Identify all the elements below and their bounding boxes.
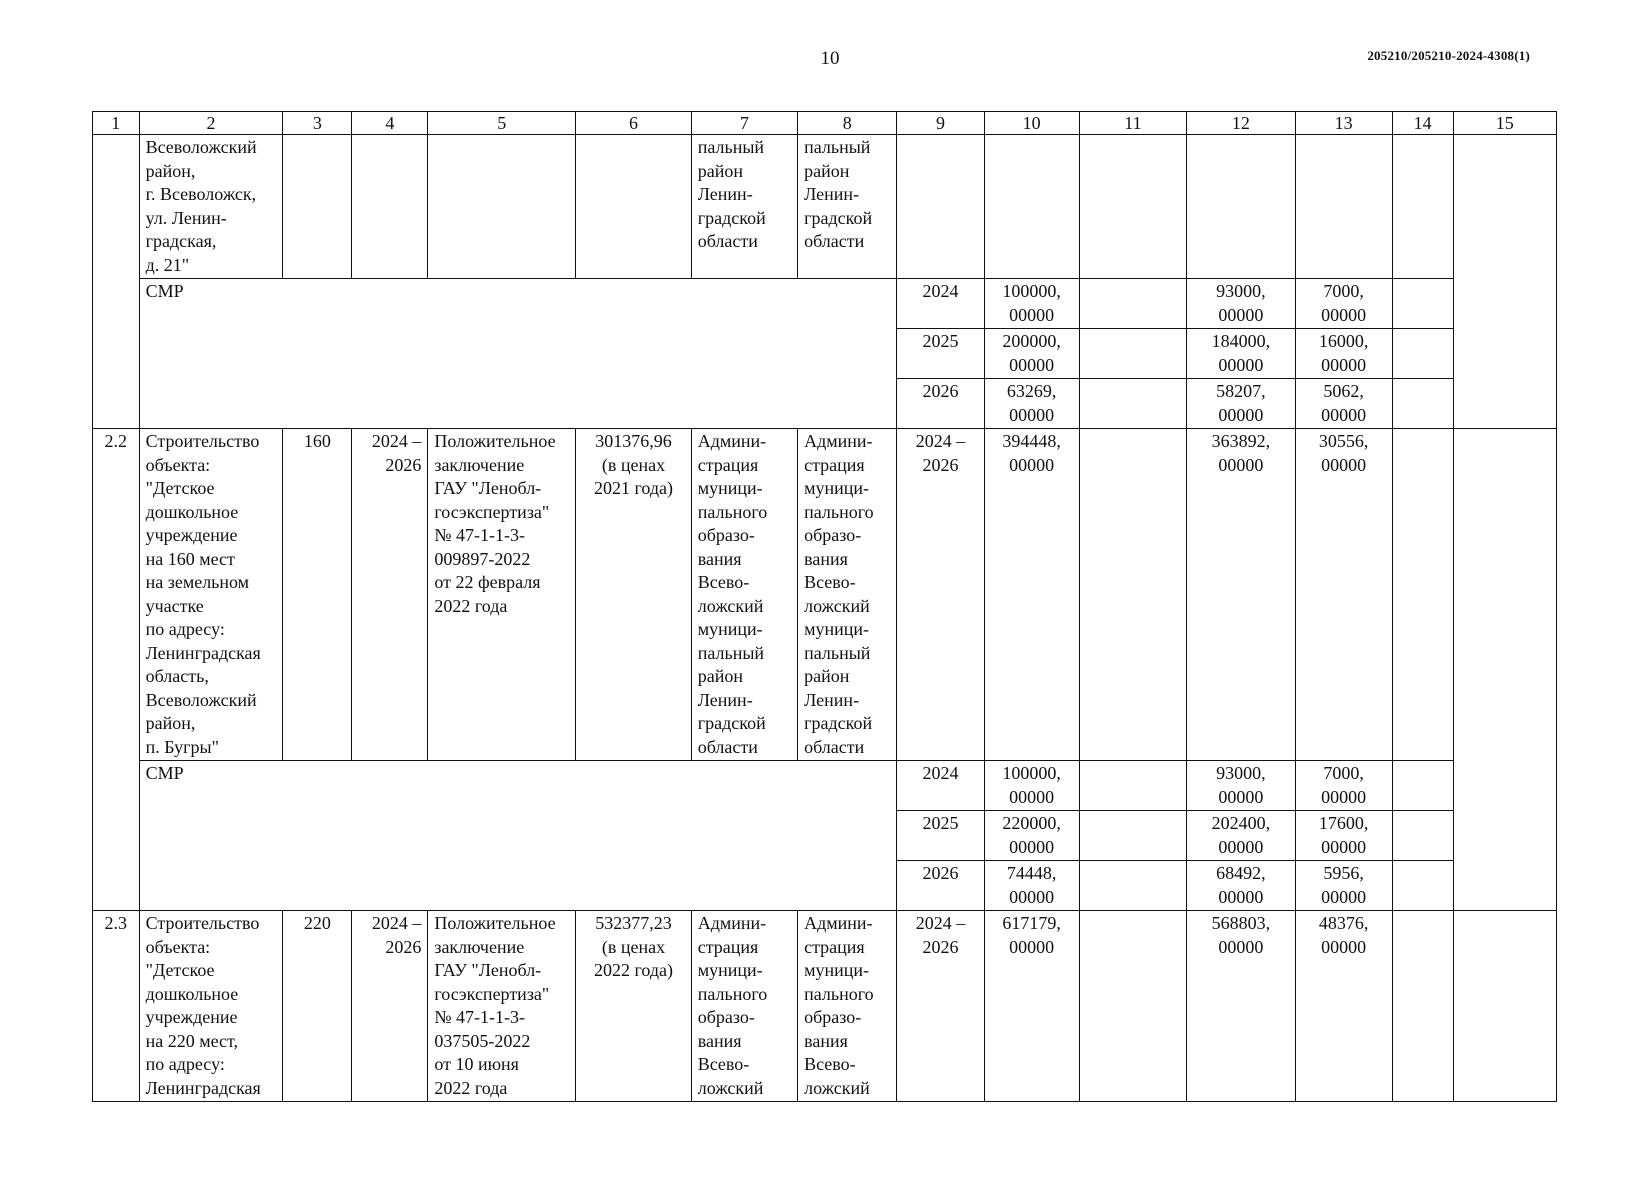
column-header: 3 — [283, 112, 352, 135]
object-name-cell — [139, 911, 283, 1102]
cell-text-line: 58207, — [1216, 381, 1266, 401]
cell-text-line: Ленин- — [697, 689, 753, 710]
expertise-cell — [428, 911, 576, 1102]
cell-text-line: (в ценах — [601, 454, 666, 475]
local-value — [1295, 911, 1392, 1102]
cell-text-line: Строительство — [145, 913, 260, 933]
column-header: 14 — [1392, 112, 1453, 135]
federal-cell — [1079, 429, 1186, 761]
cell-text-line: 568803, — [1211, 913, 1271, 933]
cell-text-line: пального — [804, 983, 874, 1004]
object-name-cell — [139, 135, 283, 279]
cost-cell — [576, 911, 691, 1102]
cell-text-line: муници- — [697, 478, 763, 498]
cell-text-line: 48376, — [1318, 913, 1369, 933]
total-value — [984, 861, 1079, 911]
cell-text-line: вания — [804, 548, 848, 569]
cell-text-line: 00000 — [1218, 836, 1264, 857]
cell-text-line: 00000 — [1009, 886, 1055, 907]
cell-text-line: Ленинградская — [145, 642, 261, 663]
table-row — [93, 911, 1557, 1102]
year-cell: 2026 — [897, 379, 984, 429]
column-header: 12 — [1187, 112, 1295, 135]
cell-text-line: 100000, — [1002, 281, 1061, 301]
cell-text-line: д. 21" — [145, 254, 190, 275]
empty-cell — [1392, 861, 1453, 911]
local-value — [1295, 811, 1392, 861]
cell-text-line: 00000 — [1009, 454, 1055, 475]
cell-text-line: 2026 — [385, 936, 422, 957]
capacity-cell: 160 — [283, 429, 352, 761]
cell-text-line: 184000, — [1211, 331, 1271, 351]
smr-label: СМР — [139, 761, 897, 911]
cell-text-line: 00000 — [1009, 304, 1055, 325]
cell-text-line: район — [697, 160, 743, 181]
cell-text-line: образо- — [804, 1007, 862, 1027]
empty-cell — [1079, 279, 1186, 329]
cell-text-line: 5956, — [1323, 863, 1364, 883]
recipient-cell — [798, 429, 897, 761]
capacity-cell — [283, 135, 352, 279]
regional-value — [1187, 911, 1295, 1102]
cell-text-line: 00000 — [1321, 304, 1367, 325]
other-cell — [1392, 135, 1453, 279]
cell-text-line: Ленин- — [697, 184, 753, 204]
cell-text-line: пальный — [804, 642, 871, 663]
cell-text-line: Админи- — [804, 913, 873, 933]
cell-text-line: 00000 — [1009, 354, 1055, 375]
column-header: 4 — [352, 112, 428, 135]
local-value — [1295, 429, 1392, 761]
recipient-cell — [798, 911, 897, 1102]
cell-text-line: 00000 — [1321, 404, 1367, 425]
cell-text-line: муници- — [804, 619, 870, 639]
column-header: 9 — [897, 112, 984, 135]
year-cell: 2025 — [897, 329, 984, 379]
cell-text-line: 63269, — [1006, 381, 1057, 401]
cell-text-line: 30556, — [1318, 431, 1369, 451]
cell-text-line: образо- — [804, 525, 862, 545]
item-number-cell: 2.2 — [93, 429, 140, 911]
cell-text-line: 200000, — [1002, 331, 1061, 351]
cell-text-line: Положительное — [434, 913, 556, 933]
empty-cell — [1392, 329, 1453, 379]
cell-text-line: район — [804, 666, 850, 686]
cell-text-line: заключение — [434, 936, 525, 957]
table-row — [93, 429, 1557, 761]
cell-text-line: 16000, — [1318, 331, 1369, 351]
cell-text-line: № 47-1-1-3- — [434, 1007, 525, 1027]
cell-text-line: 00000 — [1321, 836, 1367, 857]
local-value — [1295, 329, 1392, 379]
total-value — [984, 761, 1079, 811]
cell-text-line: 93000, — [1216, 763, 1266, 783]
note-cell — [1453, 135, 1556, 429]
cell-text-line: пального — [697, 501, 768, 522]
cost-cell — [576, 429, 691, 761]
cell-text-line: пальный — [697, 137, 765, 157]
cell-text-line: страция — [697, 936, 759, 957]
cell-text-line: градской — [697, 207, 766, 228]
cell-text-line: ложский — [804, 1077, 870, 1098]
cell-text-line: 5062, — [1323, 381, 1364, 401]
cell-text-line: 202400, — [1211, 813, 1271, 833]
cell-text-line: 2024 – — [915, 431, 966, 451]
table-row — [93, 135, 1557, 279]
cell-text-line: градской — [804, 713, 873, 733]
column-header: 1 — [93, 112, 140, 135]
federal-cell — [1079, 911, 1186, 1102]
cell-text-line: г. Всеволожск, — [145, 184, 257, 204]
cell-text-line: Всево- — [697, 1054, 750, 1074]
cell-text-line: Всево- — [804, 572, 856, 592]
cell-text-line: 00000 — [1009, 936, 1055, 957]
smr-row — [93, 761, 1557, 811]
local-value — [1295, 861, 1392, 911]
cell-text-line: ложский — [804, 595, 870, 616]
cell-text-line: заключение — [434, 454, 525, 475]
cell-text-line: на земельном — [145, 572, 250, 592]
cell-text-line: 00000 — [1009, 404, 1055, 425]
cell-text-line: 220000, — [1002, 813, 1061, 833]
regional-value — [1187, 429, 1295, 761]
column-header: 5 — [428, 112, 576, 135]
cell-text-line: 93000, — [1216, 281, 1266, 301]
cell-text-line: Админи- — [804, 431, 873, 451]
cell-text-line: пального — [697, 983, 768, 1004]
column-number-header-row — [93, 112, 1557, 135]
cell-text-line: ложский — [697, 595, 764, 616]
column-header: 2 — [139, 112, 283, 135]
regional-cell — [1187, 135, 1295, 279]
empty-cell — [1392, 811, 1453, 861]
years-cell — [897, 429, 984, 761]
program-table — [92, 111, 1557, 1102]
cell-text-line: градской — [697, 713, 766, 733]
other-cell — [1392, 429, 1453, 761]
cell-text-line: 617179, — [1002, 913, 1061, 933]
cell-text-line: градская, — [145, 231, 217, 251]
cell-text-line: госэкспертиза" — [434, 501, 550, 522]
period-cell — [352, 911, 428, 1102]
cell-text-line: 2021 года) — [593, 478, 673, 498]
local-value — [1295, 761, 1392, 811]
cell-text-line: Админи- — [697, 431, 767, 451]
cell-text-line: градской — [804, 207, 873, 228]
cell-text-line: 00000 — [1218, 886, 1264, 907]
cell-text-line: страция — [804, 454, 865, 475]
customer-cell — [691, 911, 797, 1102]
cell-text-line: страция — [804, 936, 865, 957]
cell-text-line: 2022 года — [434, 1077, 508, 1098]
expertise-cell — [428, 429, 576, 761]
cell-text-line: страция — [697, 454, 759, 475]
cell-text-line: 00000 — [1009, 786, 1055, 807]
column-header: 11 — [1079, 112, 1186, 135]
cell-text-line: 17600, — [1318, 813, 1369, 833]
capacity-cell: 220 — [283, 911, 352, 1102]
cell-text-line: на 160 мест — [145, 548, 235, 569]
years-cell — [897, 135, 984, 279]
cell-text-line: области — [804, 736, 865, 757]
local-value — [1295, 279, 1392, 329]
column-header: 10 — [984, 112, 1079, 135]
cell-text-line: муници- — [804, 960, 870, 980]
cell-text-line: 532377,23 — [595, 913, 672, 933]
object-name-cell — [139, 429, 283, 761]
cell-text-line: 00000 — [1218, 404, 1264, 425]
cell-text-line: 363892, — [1211, 431, 1271, 451]
regional-value — [1187, 279, 1295, 329]
cell-text-line: Всеволожский — [145, 137, 257, 157]
cell-text-line: Строительство — [145, 431, 260, 451]
empty-cell — [1079, 379, 1186, 429]
year-cell: 2025 — [897, 811, 984, 861]
cell-text-line: Всево- — [804, 1054, 856, 1074]
total-value — [984, 429, 1079, 761]
cell-text-line: образо- — [697, 1007, 755, 1027]
total-value — [984, 811, 1079, 861]
federal-cell — [1079, 135, 1186, 279]
cell-text-line: 00000 — [1218, 786, 1264, 807]
cell-text-line: ГАУ "Ленобл- — [434, 478, 542, 498]
cell-text-line: учреждение — [145, 1007, 238, 1027]
customer-cell — [691, 135, 797, 279]
cell-text-line: области — [804, 231, 865, 251]
cell-text-line: Админи- — [697, 913, 767, 933]
cell-text-line: 009897-2022 — [434, 548, 531, 569]
cell-text-line: 68492, — [1216, 863, 1266, 883]
cell-text-line: объекта: — [145, 454, 211, 475]
regional-value — [1187, 379, 1295, 429]
cell-text-line: дошкольное — [145, 501, 239, 522]
cell-text-line: 394448, — [1002, 431, 1061, 451]
cell-text-line: области — [697, 736, 758, 757]
empty-cell — [1392, 379, 1453, 429]
cell-text-line: Ленин- — [804, 689, 860, 710]
cell-text-line: 2024 – — [915, 913, 966, 933]
cell-text-line: объекта: — [145, 936, 211, 957]
cell-text-line: 301376,96 — [595, 431, 672, 451]
cell-text-line: 74448, — [1006, 863, 1057, 883]
cell-text-line: Всево- — [697, 572, 750, 592]
empty-cell — [1392, 761, 1453, 811]
cell-text-line: "Детское — [145, 960, 215, 980]
note-cell — [1453, 911, 1556, 1102]
year-cell: 2024 — [897, 279, 984, 329]
column-header: 8 — [798, 112, 897, 135]
cell-text-line: № 47-1-1-3- — [434, 525, 525, 545]
regional-value — [1187, 761, 1295, 811]
cell-text-line: участке — [145, 595, 204, 616]
smr-label: СМР — [139, 279, 897, 429]
column-header: 13 — [1295, 112, 1392, 135]
cell-text-line: пальный — [804, 137, 871, 157]
cell-text-line: 00000 — [1321, 936, 1367, 957]
year-cell: 2026 — [897, 861, 984, 911]
cell-text-line: ГАУ "Ленобл- — [434, 960, 542, 980]
cell-text-line: 2026 — [922, 936, 959, 957]
cell-text-line: образо- — [697, 525, 755, 545]
cell-text-line: 00000 — [1218, 304, 1264, 325]
cell-text-line: учреждение — [145, 525, 238, 545]
cell-text-line: 00000 — [1321, 886, 1367, 907]
column-header: 15 — [1453, 112, 1556, 135]
local-cell — [1295, 135, 1392, 279]
cell-text-line: муници- — [697, 960, 763, 980]
regional-value — [1187, 329, 1295, 379]
cell-text-line: 2022 года — [434, 595, 508, 616]
cell-text-line: "Детское — [145, 478, 215, 498]
total-value — [984, 329, 1079, 379]
expertise-cell — [428, 135, 576, 279]
empty-cell — [1079, 761, 1186, 811]
cell-text-line: пального — [804, 501, 874, 522]
cell-text-line: пальный — [697, 642, 765, 663]
cell-text-line: 7000, — [1323, 763, 1364, 783]
cell-text-line: 2024 – — [371, 431, 422, 451]
cell-text-line: госэкспертиза" — [434, 983, 550, 1004]
customer-cell — [691, 429, 797, 761]
years-cell — [897, 911, 984, 1102]
cell-text-line: от 10 июня — [434, 1054, 519, 1074]
column-header: 6 — [576, 112, 691, 135]
cell-text-line: 00000 — [1321, 454, 1367, 475]
cell-text-line: 00000 — [1009, 836, 1055, 857]
period-cell — [352, 429, 428, 761]
regional-value — [1187, 861, 1295, 911]
cell-text-line: вания — [697, 1030, 742, 1051]
cell-text-line: (в ценах — [601, 936, 666, 957]
cell-text-line: район, — [145, 160, 196, 181]
cell-text-line: муници- — [697, 619, 763, 639]
total-value — [984, 279, 1079, 329]
smr-row — [93, 279, 1557, 329]
cell-text-line: 00000 — [1218, 936, 1264, 957]
column-header: 7 — [691, 112, 797, 135]
cell-text-line: 2026 — [922, 454, 959, 475]
item-number-cell — [93, 135, 140, 429]
page-number: 10 — [820, 48, 840, 69]
total-value — [984, 911, 1079, 1102]
cell-text-line: Всеволожский — [145, 689, 257, 710]
empty-cell — [1079, 811, 1186, 861]
cell-text-line: муници- — [804, 478, 870, 498]
other-cell — [1392, 911, 1453, 1102]
cell-text-line: 100000, — [1002, 763, 1061, 783]
cell-text-line: область, — [145, 666, 209, 686]
cell-text-line: Ленин- — [804, 184, 860, 204]
cell-text-line: вания — [804, 1030, 848, 1051]
item-number-cell: 2.3 — [93, 911, 140, 1102]
cell-text-line: 2026 — [385, 454, 422, 475]
empty-cell — [1079, 861, 1186, 911]
cell-text-line: Ленинградская — [145, 1077, 261, 1098]
cell-text-line: 00000 — [1321, 354, 1367, 375]
period-cell — [352, 135, 428, 279]
local-value — [1295, 379, 1392, 429]
cell-text-line: 2022 года) — [593, 960, 673, 980]
cell-text-line: 2024 – — [371, 913, 422, 933]
cell-text-line: по адресу: — [145, 619, 225, 639]
cell-text-line: район — [697, 666, 743, 686]
empty-cell — [1079, 329, 1186, 379]
cell-text-line: 037505-2022 — [434, 1030, 531, 1051]
cell-text-line: 00000 — [1218, 454, 1264, 475]
cell-text-line: район, — [145, 713, 196, 733]
cell-text-line: дошкольное — [145, 983, 239, 1004]
cell-text-line: 00000 — [1321, 786, 1367, 807]
cell-text-line: ул. Ленин- — [145, 207, 227, 228]
cell-text-line: области — [697, 231, 758, 251]
cell-text-line: от 22 февраля — [434, 572, 541, 592]
recipient-cell — [798, 135, 897, 279]
cost-cell — [576, 135, 691, 279]
total-cell — [984, 135, 1079, 279]
cell-text-line: 7000, — [1323, 281, 1364, 301]
year-cell: 2024 — [897, 761, 984, 811]
regional-value — [1187, 811, 1295, 861]
cell-text-line: район — [804, 160, 850, 181]
note-cell — [1453, 429, 1556, 911]
cell-text-line: вания — [697, 548, 742, 569]
cell-text-line: ложский — [697, 1077, 764, 1098]
empty-cell — [1392, 279, 1453, 329]
total-value — [984, 379, 1079, 429]
cell-text-line: Положительное — [434, 431, 556, 451]
cell-text-line: п. Бугры" — [145, 736, 219, 757]
document-code: 205210/205210-2024-4308(1) — [1367, 48, 1530, 63]
cell-text-line: по адресу: — [145, 1054, 225, 1074]
cell-text-line: 00000 — [1218, 354, 1264, 375]
cell-text-line: на 220 мест, — [145, 1030, 239, 1051]
